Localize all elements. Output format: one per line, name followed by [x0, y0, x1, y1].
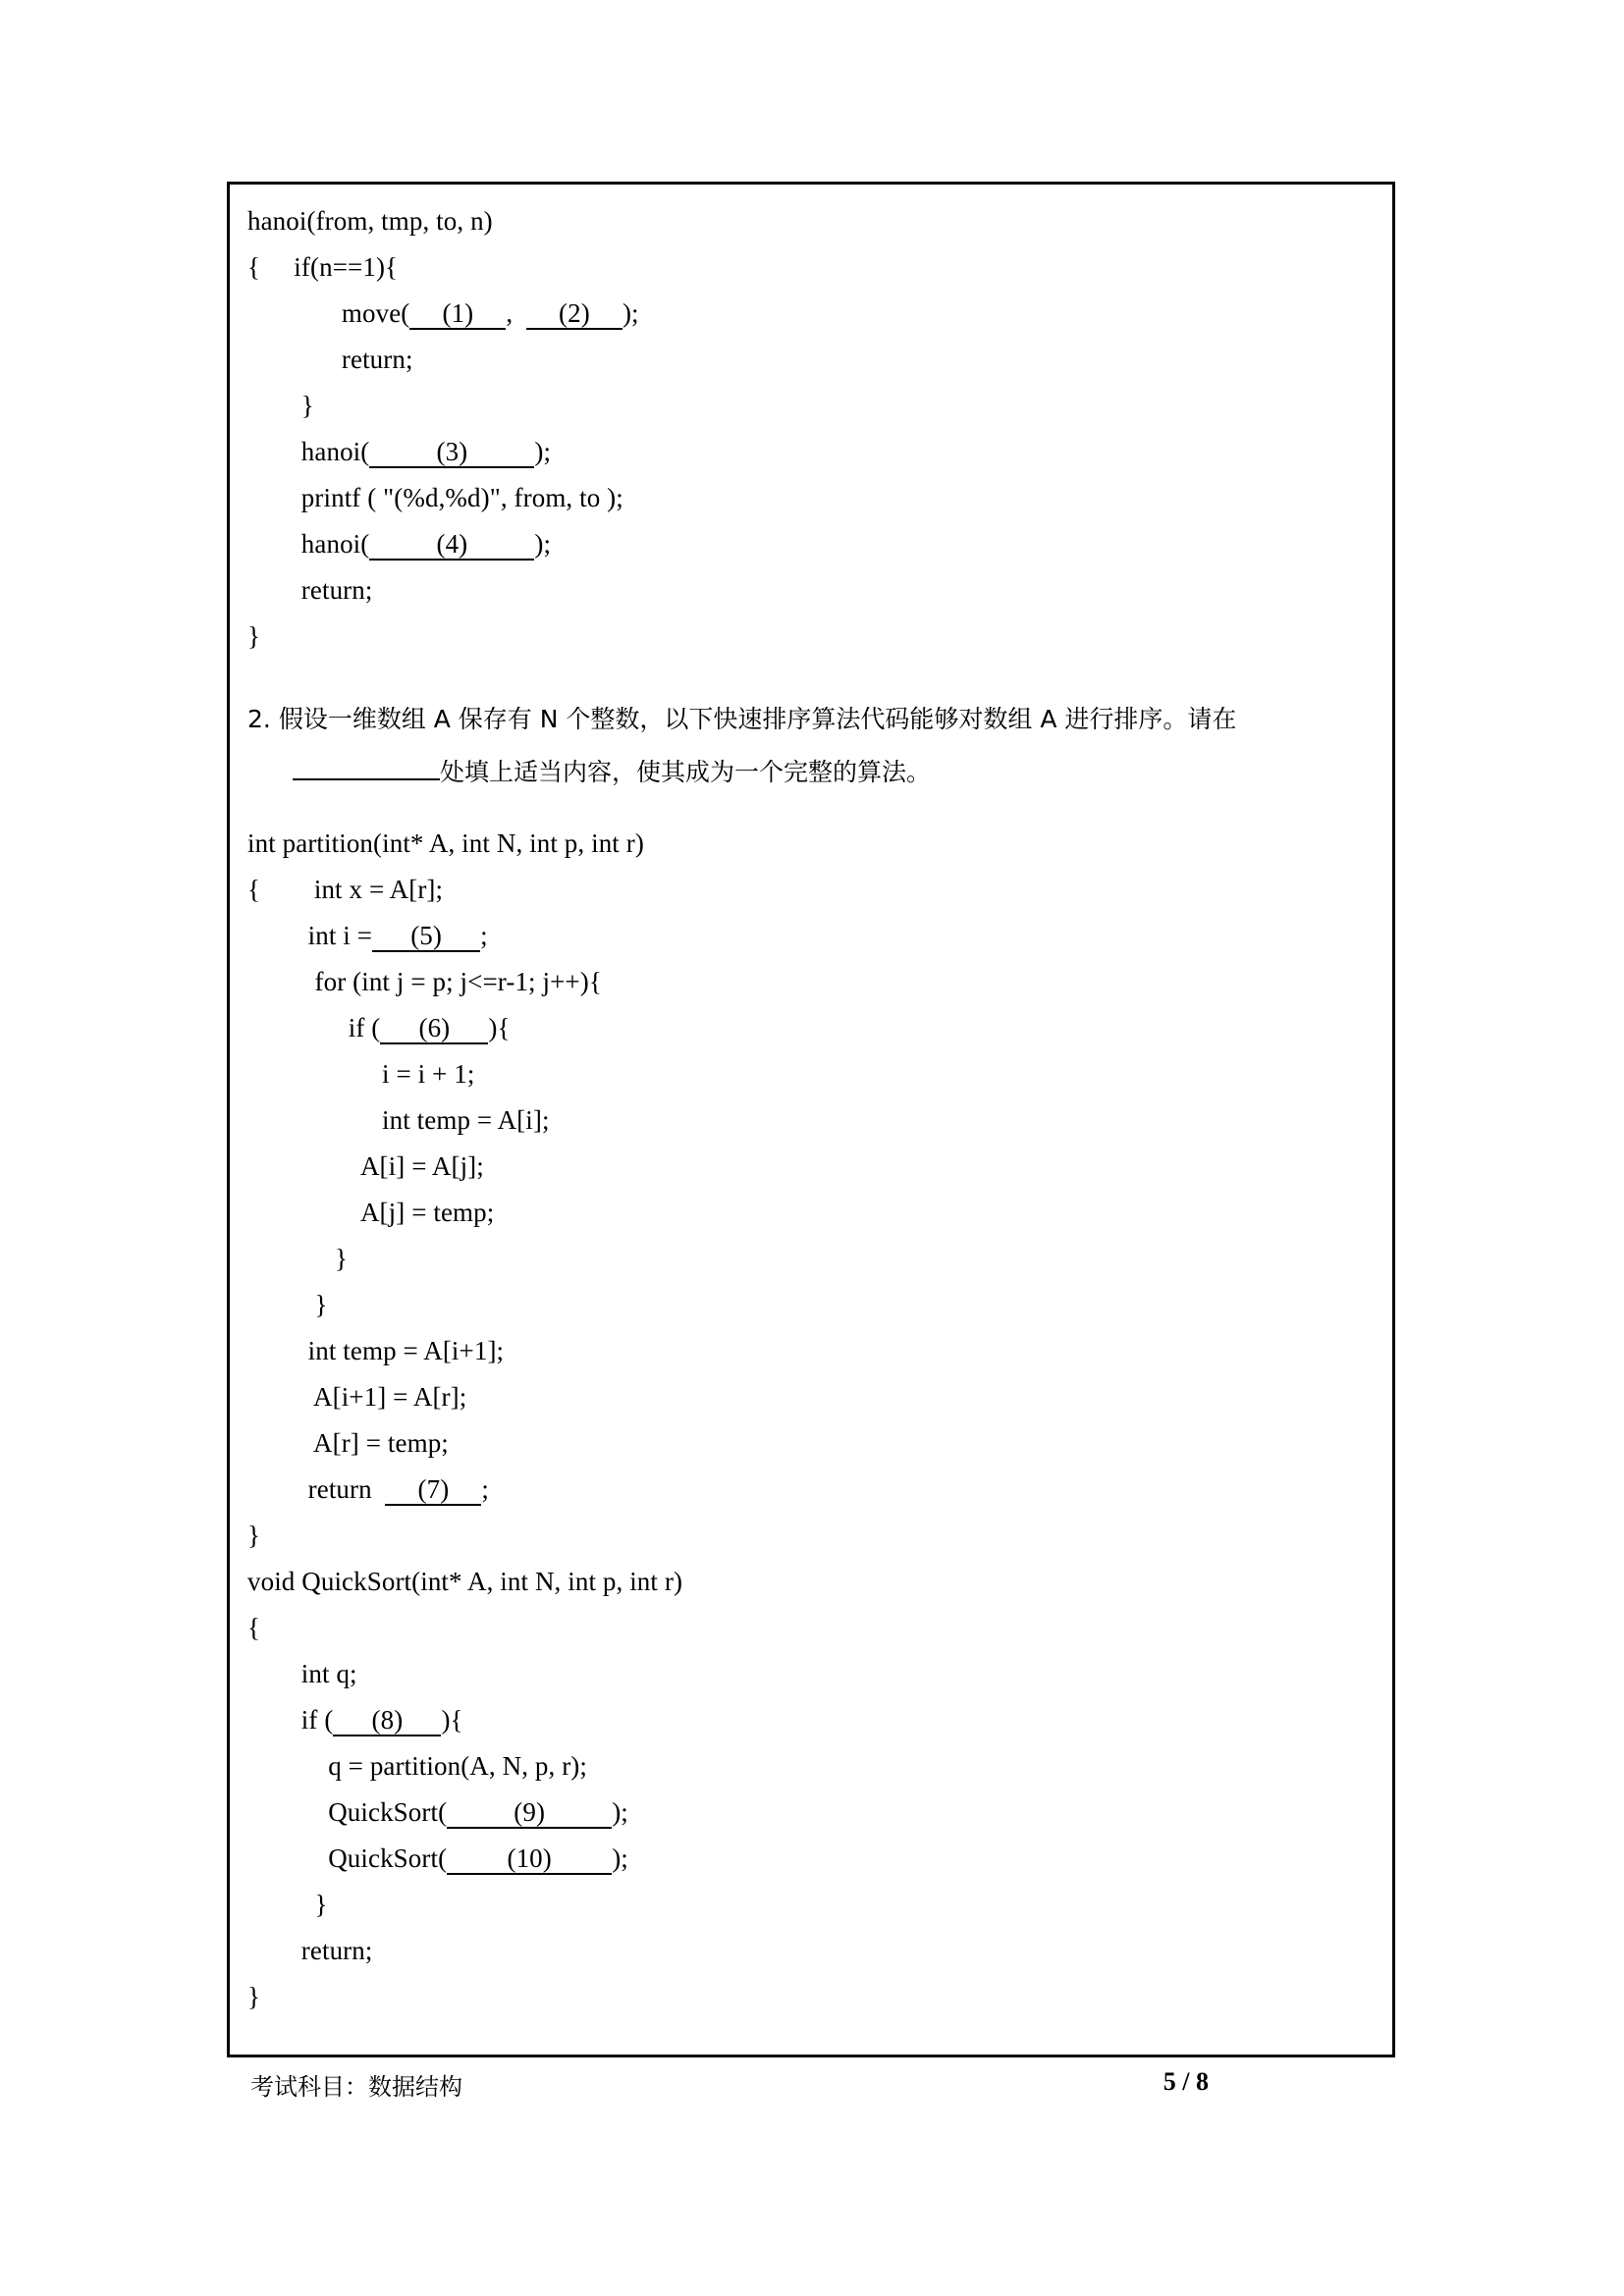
code-line: int temp = A[i+1]; — [247, 1336, 505, 1365]
blank-6[interactable]: (6) — [380, 1015, 488, 1044]
code-line-hanoi-call-2 — [247, 521, 1375, 567]
footer-subject: 考试科目：数据结构 — [250, 2073, 462, 2101]
question-text — [271, 705, 279, 733]
blank-5[interactable]: (5) — [372, 923, 480, 952]
code-text: int i = — [247, 921, 373, 950]
code-line: A[j] = temp; — [247, 1198, 495, 1227]
code-text: ); — [534, 437, 552, 466]
code-line: } — [247, 1521, 261, 1550]
code-line: return; — [247, 345, 413, 374]
code-line-move — [247, 291, 1375, 337]
code-line: A[i] = A[j]; — [247, 1151, 484, 1181]
code-block-hanoi — [247, 198, 1375, 660]
code-text: ){ — [488, 1013, 511, 1042]
code-line-int-i — [247, 913, 1375, 959]
block-spacer — [247, 660, 1375, 693]
code-line: } — [247, 1244, 349, 1273]
code-line: return; — [247, 575, 373, 605]
blank-4[interactable]: (4) — [369, 531, 534, 561]
blank-10[interactable]: (10) — [447, 1845, 612, 1875]
blank-9[interactable]: (9) — [447, 1799, 612, 1829]
code-text: return — [247, 1474, 386, 1504]
code-line: } — [247, 621, 261, 651]
question-2-line-1 — [247, 693, 1375, 746]
code-text: ){ — [441, 1705, 463, 1735]
blank-2[interactable]: (2) — [526, 300, 623, 330]
code-line-partition-call: q = partition(A, N, p, r); — [247, 1751, 587, 1781]
code-line: int partition(int* A, int N, int p, int r) — [247, 828, 644, 858]
code-text: ); — [622, 298, 639, 328]
code-text: ; — [480, 921, 488, 950]
content-frame-inner — [230, 185, 1392, 2055]
code-text: move( — [247, 298, 410, 328]
code-text: hanoi( — [247, 529, 370, 559]
code-line-if-6 — [247, 1005, 1375, 1051]
page-footer — [227, 2061, 1395, 2116]
code-line: int q; — [247, 1659, 357, 1688]
code-line: { — [247, 1613, 261, 1642]
code-line: } — [247, 391, 314, 420]
question-number: 2. — [247, 705, 271, 733]
code-line-quicksort-call-2 — [247, 1836, 1375, 1882]
code-block-quicksort — [247, 821, 1375, 2020]
code-text: QuickSort( — [247, 1797, 448, 1827]
code-line: A[r] = temp; — [247, 1428, 449, 1458]
code-text: hanoi( — [247, 437, 370, 466]
question-blank[interactable] — [293, 777, 440, 780]
block-spacer — [247, 799, 1375, 821]
code-text: ); — [612, 1843, 628, 1873]
code-line: } — [247, 1890, 328, 1919]
code-line: } — [247, 1290, 328, 1319]
question-body: 假设一维数组 A 保存有 N 个整数，以下快速排序算法代码能够对数组 A 进行排序。请在 — [278, 705, 1237, 733]
code-line-hanoi-call-1 — [247, 429, 1375, 475]
blank-3[interactable]: (3) — [369, 439, 534, 468]
code-line: int temp = A[i]; — [247, 1105, 550, 1135]
code-line: } — [247, 1982, 261, 2011]
code-text: ; — [481, 1474, 490, 1504]
code-line-if-8 — [247, 1697, 1375, 1743]
code-line-for: for (int j = p; j<=r-1; j++){ — [247, 967, 602, 996]
code-line-quicksort-sig: void QuickSort(int* A, int N, int p, int r) — [247, 1567, 683, 1596]
question-body: 处填上适当内容，使其成为一个完整的算法。 — [440, 758, 932, 786]
code-line: i = i + 1; — [247, 1059, 475, 1089]
code-text: QuickSort( — [247, 1843, 448, 1873]
code-line-printf: printf ( "(%d,%d)", from, to ); — [247, 483, 623, 512]
code-line: A[i+1] = A[r]; — [247, 1382, 467, 1412]
code-text: , — [506, 298, 526, 328]
code-text: ); — [612, 1797, 628, 1827]
code-text: ); — [534, 529, 552, 559]
footer-page-number: 5 / 8 — [1163, 2067, 1209, 2096]
blank-8[interactable]: (8) — [333, 1707, 441, 1736]
question-2-line-2 — [247, 746, 1375, 799]
question-2 — [247, 693, 1375, 799]
code-line: hanoi(from, tmp, to, n) — [247, 206, 493, 236]
blank-1[interactable]: (1) — [409, 300, 506, 330]
code-line-return-7 — [247, 1467, 1375, 1513]
content-frame — [227, 182, 1395, 2057]
code-text: if ( — [247, 1705, 334, 1735]
code-text: if ( — [247, 1013, 381, 1042]
code-line: { if(n==1){ — [247, 252, 399, 282]
blank-7[interactable]: (7) — [385, 1476, 481, 1506]
code-line-quicksort-call-1 — [247, 1789, 1375, 1836]
code-line: return; — [247, 1936, 373, 1965]
code-line: { int x = A[r]; — [247, 875, 444, 904]
